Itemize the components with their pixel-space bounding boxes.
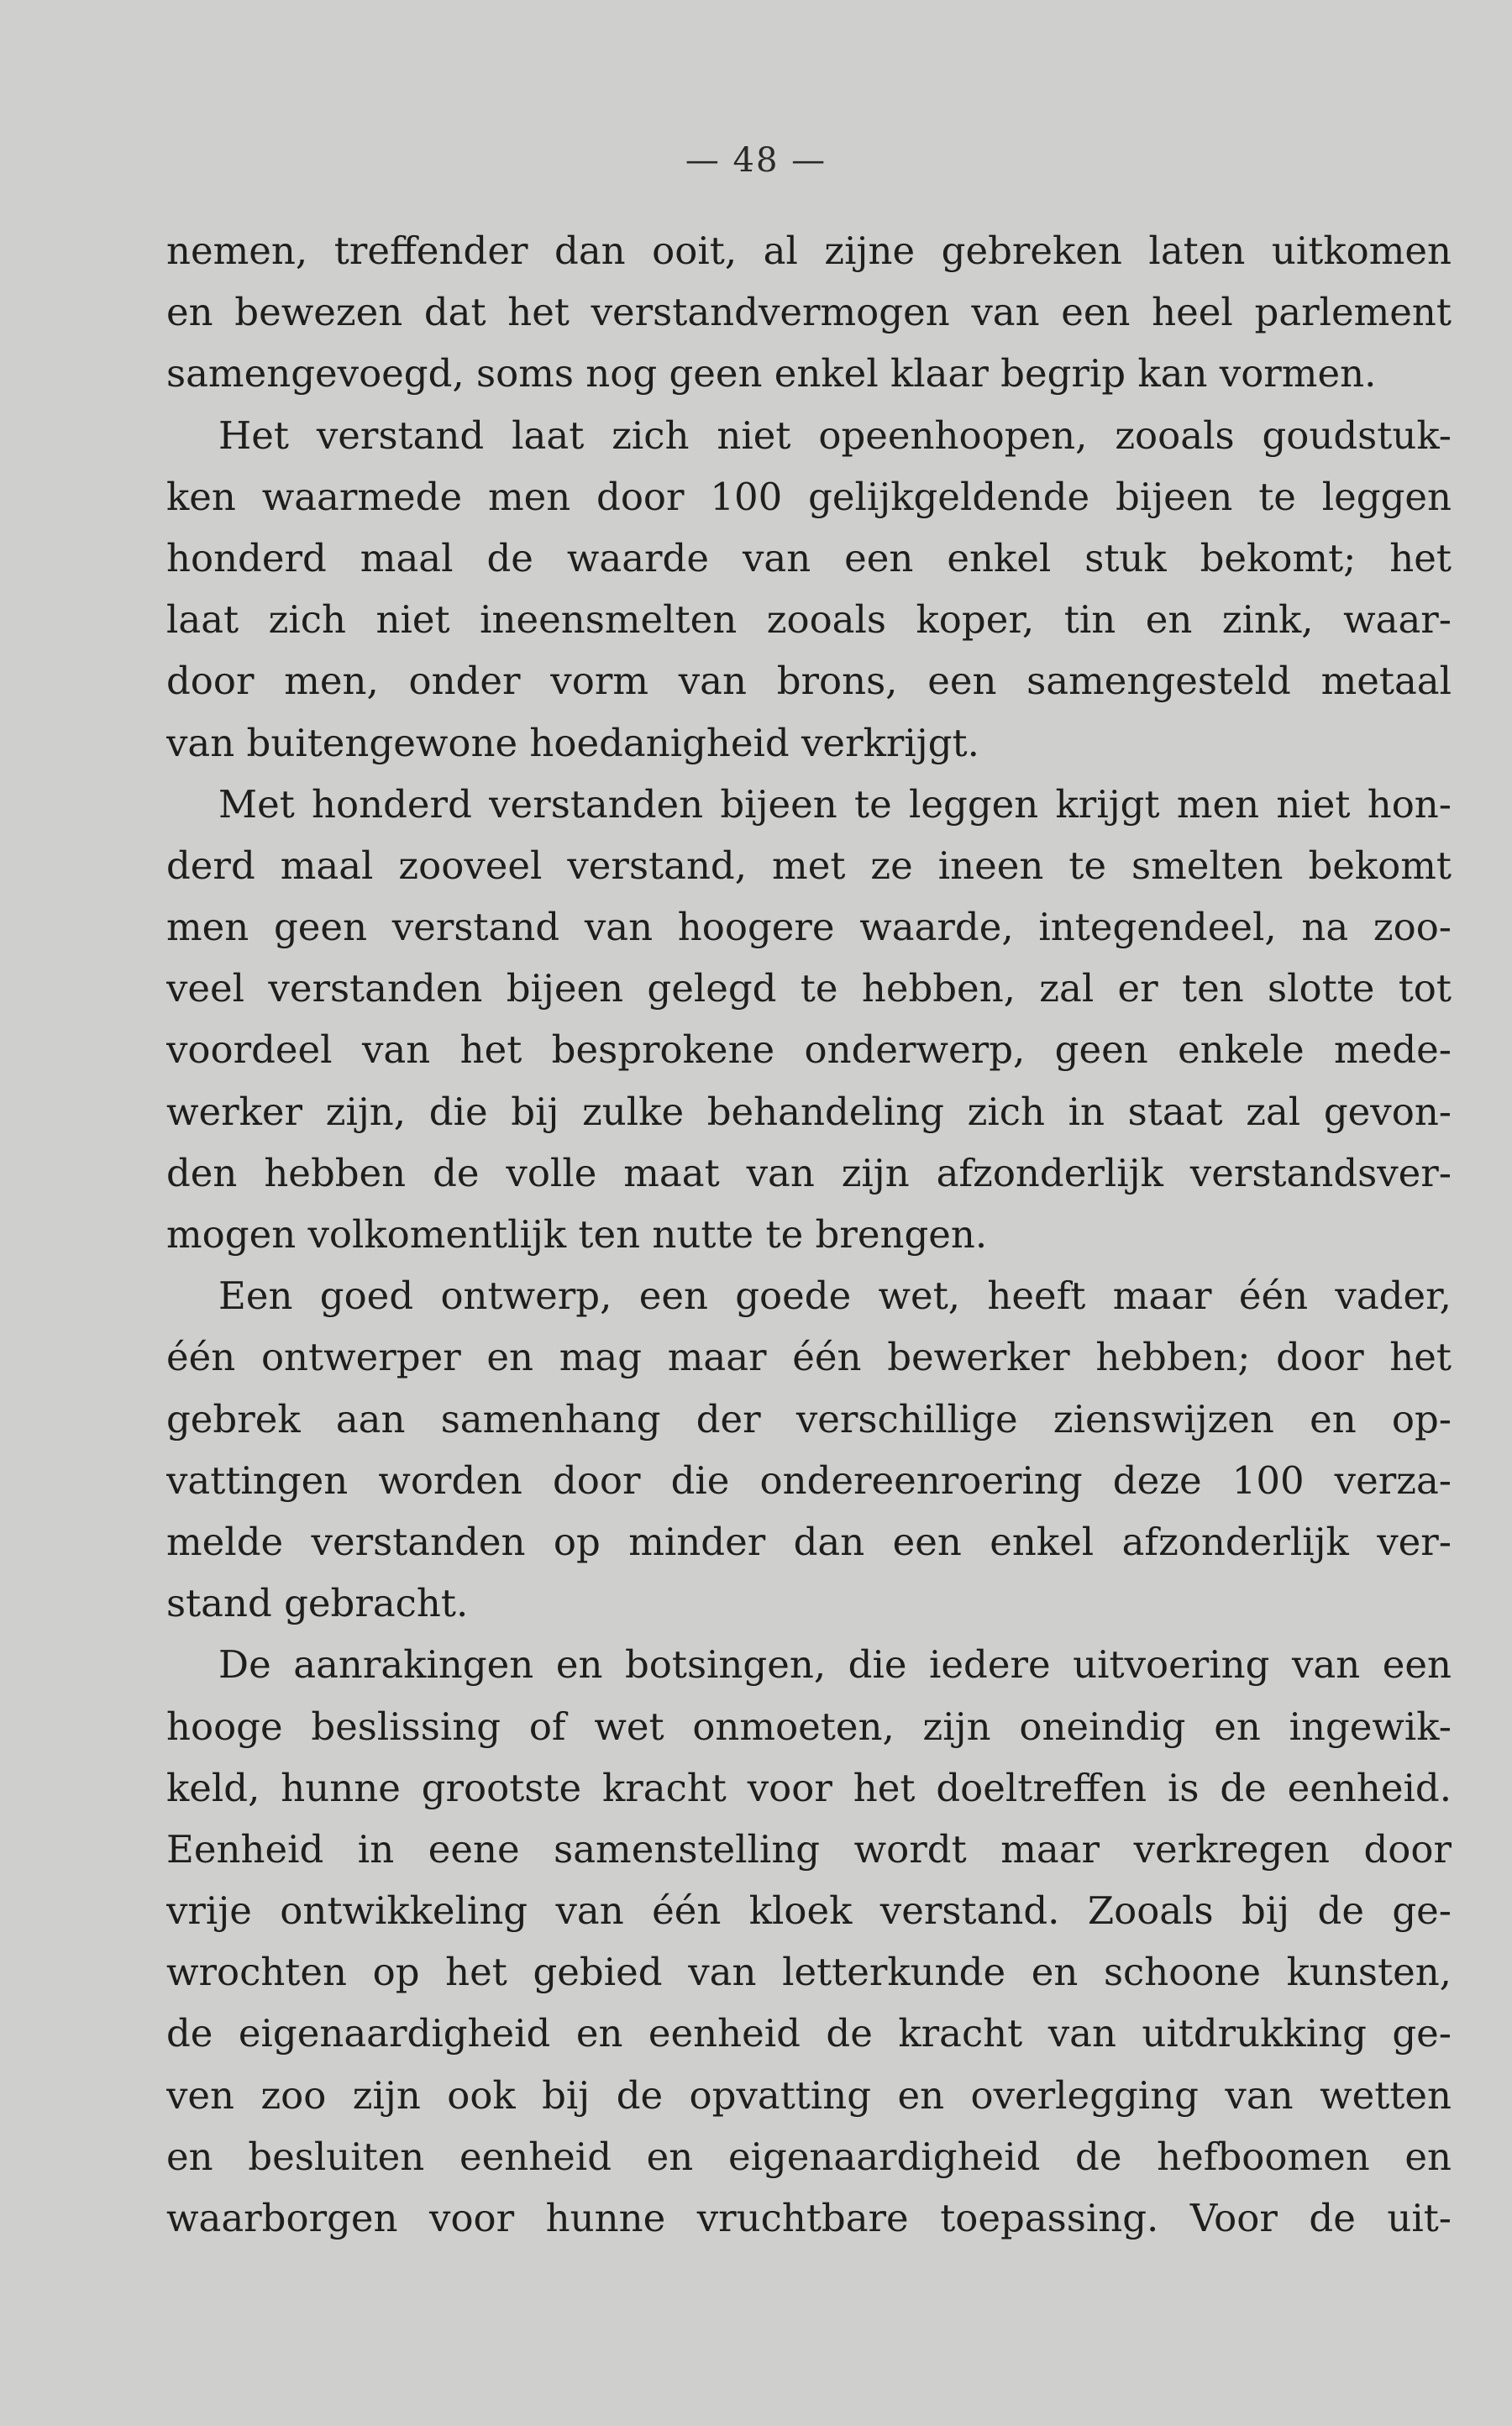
page-number: — 48 — <box>685 141 827 180</box>
text-line: vattingen worden door die ondereenroering deze 100 verza- <box>166 1457 1452 1503</box>
text-line: gebrek aan samenhang der verschillige zienswijzen en op- <box>166 1396 1452 1441</box>
text-line: door men, onder vorm van brons, een samengesteld metaal <box>166 659 1452 704</box>
text-line: Eenheid in eene samenstelling wordt maar verkregen door <box>166 1826 1452 1872</box>
text-line: mogen volkomentlijk ten nutte te brengen. <box>166 1212 988 1257</box>
text-line: den hebben de volle maat van zijn afzonderlijk verstandsver- <box>166 1150 1452 1195</box>
body-text <box>166 220 1452 2249</box>
text-line: voordeel van het besprokene onderwerp, geen enkele mede- <box>166 1027 1452 1073</box>
text-line: derd maal zooveel verstand, met ze ineen te smelten bekomt <box>166 843 1452 888</box>
text-line: en bewezen dat het verstandvermogen van een heel parlement <box>166 290 1452 335</box>
text-line: melde verstanden op minder dan een enkel afzonderlijk ver- <box>166 1519 1452 1564</box>
text-line: van buitengewone hoedanigheid verkrijgt. <box>166 720 979 765</box>
text-line: waarborgen voor hunne vruchtbare toepassing. Voor de uit- <box>166 2196 1452 2240</box>
text-line: Een goed ontwerp, een goede wet, heeft maar één vader, <box>218 1273 1452 1319</box>
text-line: De aanrakingen en botsingen, die iedere uitvoering van een <box>218 1642 1452 1688</box>
text-line: men geen verstand van hoogere waarde, integendeel, na zoo- <box>166 905 1452 950</box>
text-line: werker zijn, die bij zulke behandeling zich in staat zal gevon- <box>166 1089 1452 1134</box>
text-line: de eigenaardigheid en eenheid de kracht van uitdrukking ge- <box>166 2011 1452 2056</box>
text-line: stand gebracht. <box>166 1581 469 1626</box>
text-line: keld, hunne grootste kracht voor het doeltreffen is de eenheid. <box>166 1765 1452 1810</box>
text-line: samengevoegd, soms nog geen enkel klaar begrip kan vormen. <box>166 351 1377 396</box>
text-line: wrochten op het gebied van letterkunde en schoone kunsten, <box>166 1950 1452 1995</box>
text-line: laat zich niet ineensmelten zooals koper, tin en zink, waar- <box>166 597 1452 643</box>
text-line: ven zoo zijn ook bij de opvatting en overlegging van wetten <box>166 2072 1452 2118</box>
text-line: vrije ontwikkeling van één kloek verstand. Zooals bij de ge- <box>166 1888 1452 1934</box>
text-line: nemen, treffender dan ooit, al zijne gebreken laten uitkomen <box>166 228 1452 273</box>
text-line: één ontwerper en mag maar één bewerker hebben; door het <box>166 1335 1452 1380</box>
text-line: hooge beslissing of wet onmoeten, zijn oneindig en ingewik- <box>166 1704 1452 1749</box>
text-line: ken waarmede men door 100 gelijkgeldende bijeen te leggen <box>166 474 1452 519</box>
text-line: Het verstand laat zich niet opeenhoopen, zooals goudstuk- <box>218 412 1452 458</box>
text-line: Met honderd verstanden bijeen te leggen krijgt men niet hon- <box>218 781 1452 827</box>
text-line: veel verstanden bijeen gelegd te hebben, zal er ten slotte tot <box>166 966 1452 1011</box>
text-line: honderd maal de waarde van een enkel stuk bekomt; het <box>166 535 1452 580</box>
text-line: en besluiten eenheid en eigenaardigheid de hefboomen en <box>166 2134 1452 2179</box>
